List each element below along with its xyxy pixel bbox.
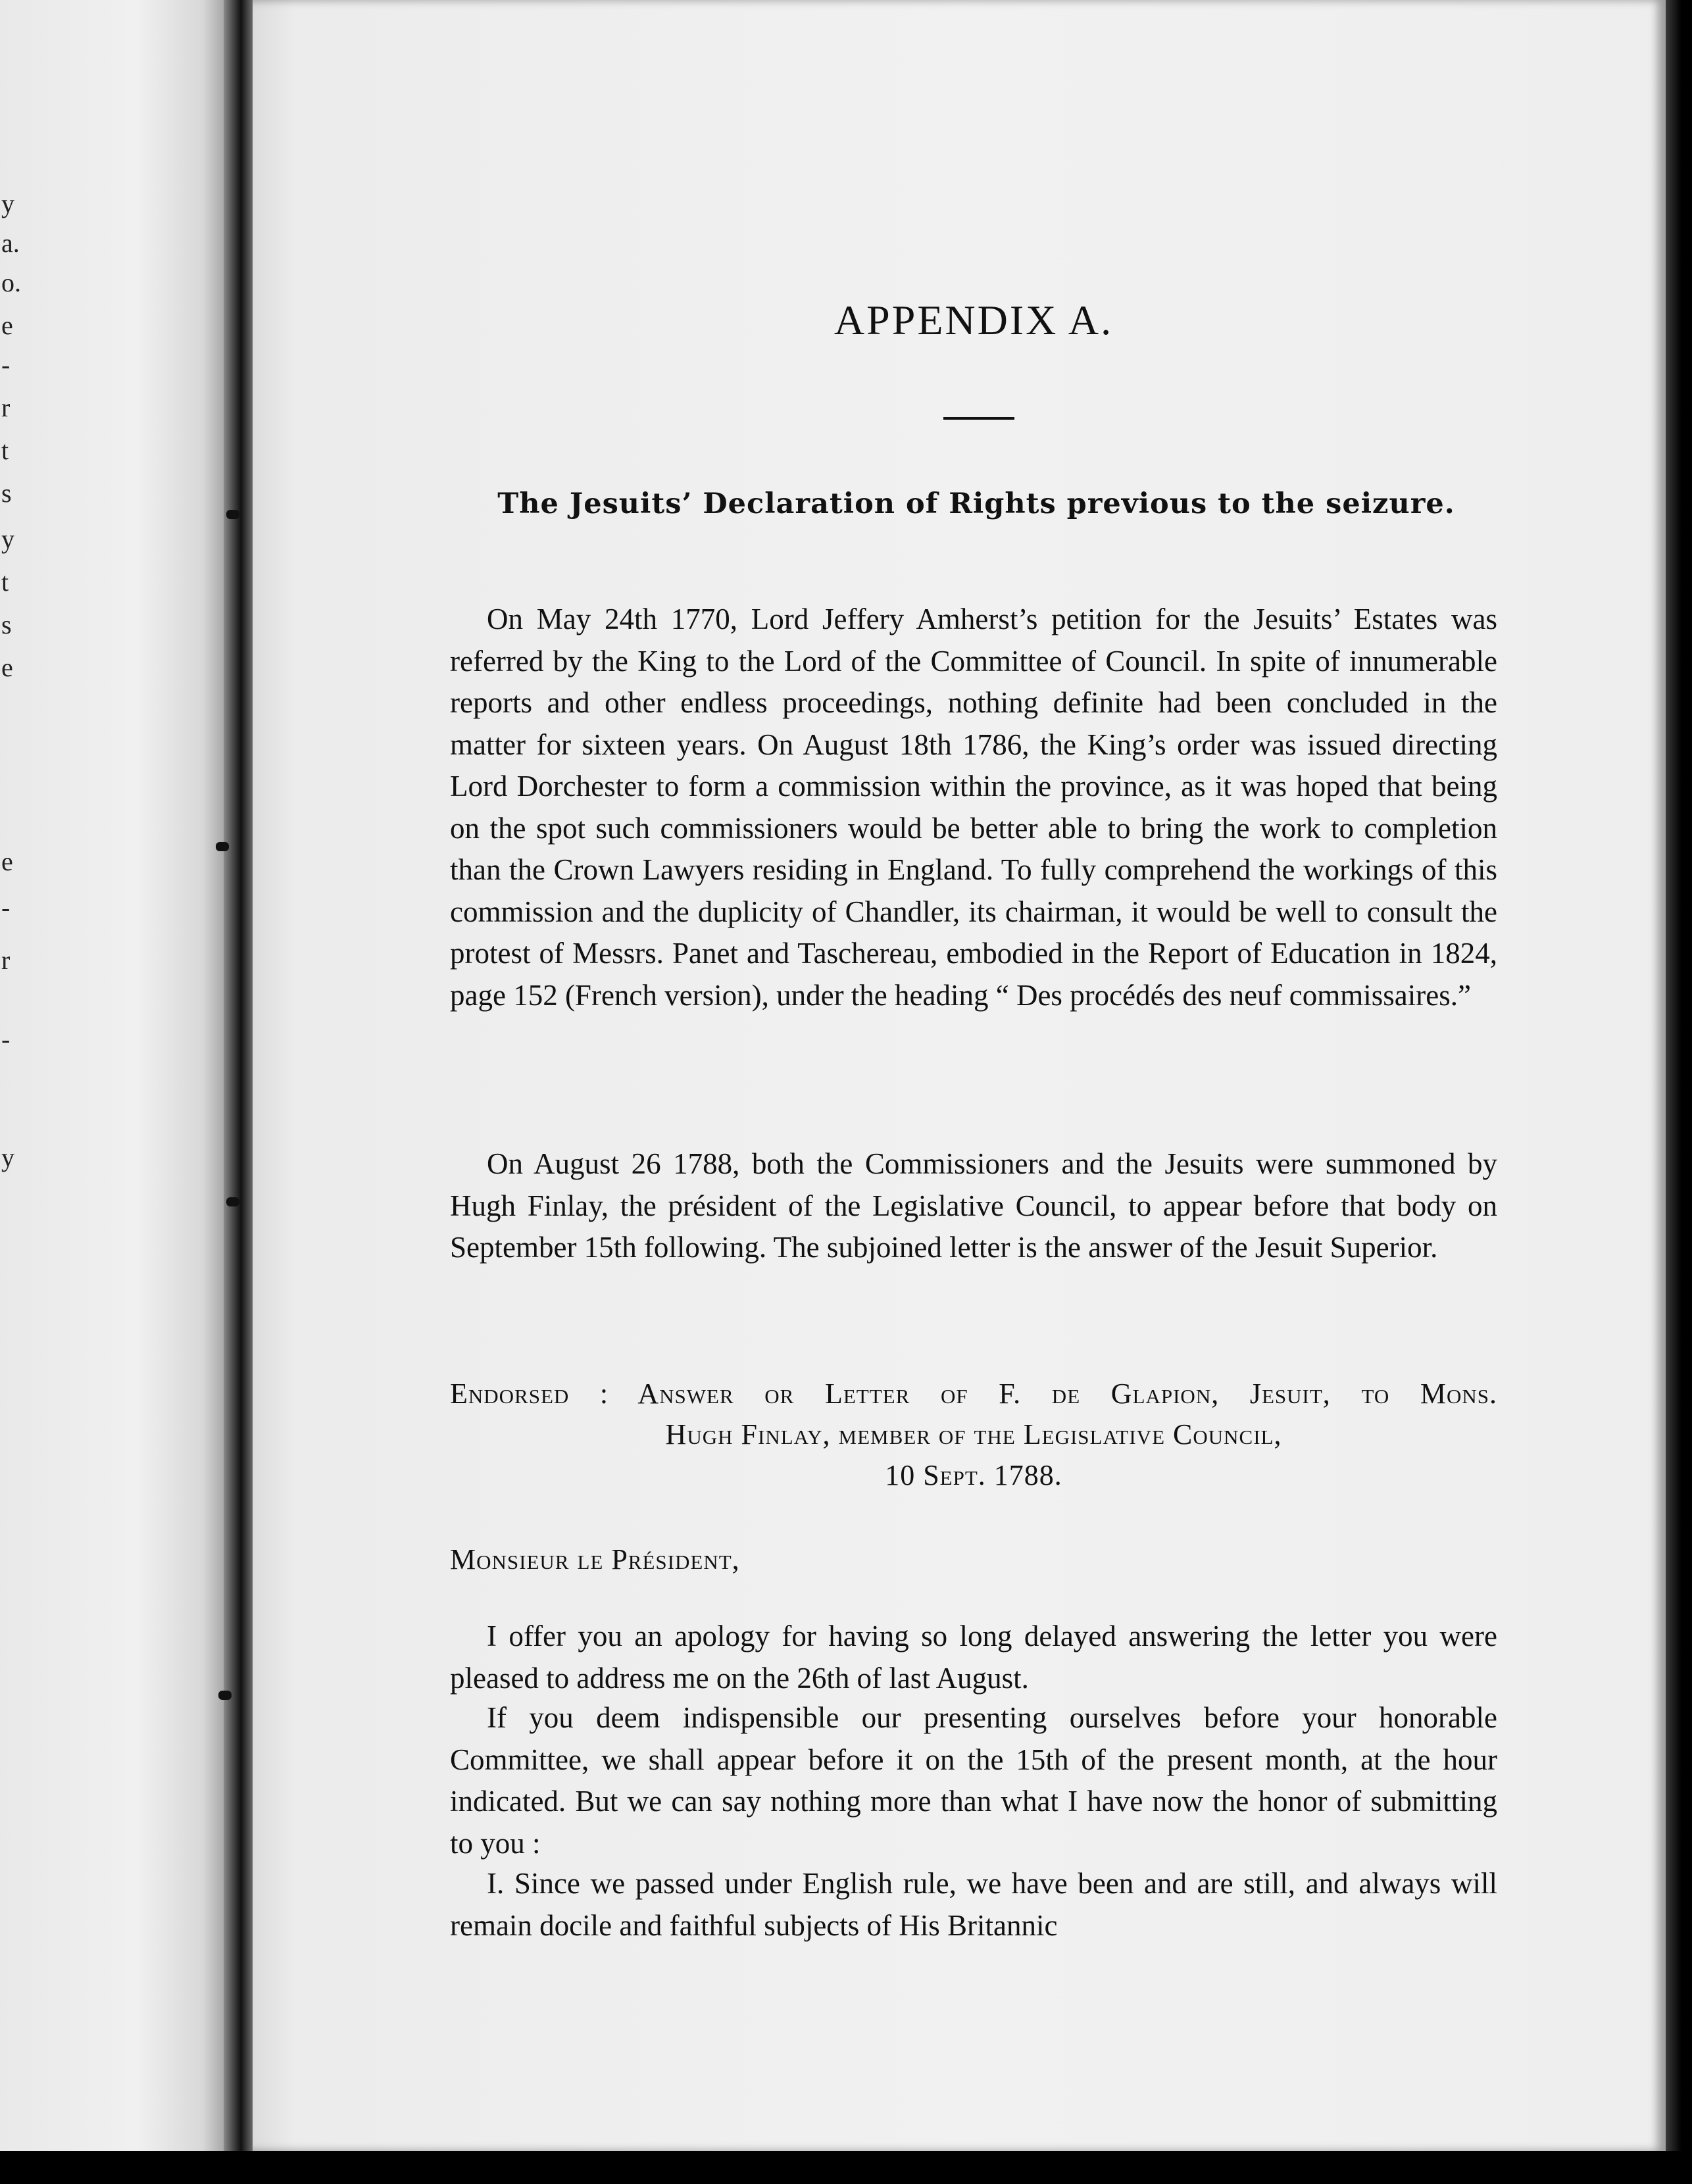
left-facing-page <box>0 0 230 2184</box>
main-page <box>253 0 1666 2151</box>
left-page-bleed-letter: e <box>1 310 13 340</box>
left-page-bleed-letter: e <box>1 653 13 682</box>
binding-stitch <box>218 1691 232 1700</box>
paragraph-point-one: I. Since we passed under English rule, we have been and are still, and always will remain docile and faithful subjects of His Britannic <box>450 1867 1497 1942</box>
section-heading: The Jesuits’ Declaration of Rights previous to the seizure. <box>497 487 1455 520</box>
letter-endorsement <box>450 1374 1497 1496</box>
left-page-bleed-letter: - <box>1 893 11 922</box>
endorsement-line-2: Hugh Finlay, member of the Legislative Council, <box>665 1418 1282 1451</box>
right-scan-edge <box>1666 0 1692 2184</box>
endorsement-date: 10 Sept. 1788. <box>885 1459 1062 1491</box>
binding-stitch <box>216 842 229 851</box>
left-page-bleed-letter: - <box>1 350 11 380</box>
left-page-bleed-letter: y <box>1 1143 14 1172</box>
left-page-bleed-letter: r <box>1 945 11 975</box>
binding-stitch <box>226 1197 239 1206</box>
book-gutter <box>224 0 253 2184</box>
left-page-bleed-letter: s <box>1 478 12 508</box>
left-page-bleed-letter: e <box>1 847 13 876</box>
left-page-bleed-letter: y <box>1 189 14 218</box>
appendix-title: APPENDIX A. <box>834 297 1114 343</box>
left-page-bleed-letter: t <box>1 435 9 465</box>
left-page-bleed-letter: s <box>1 610 12 639</box>
binding-stitch <box>226 510 239 519</box>
left-page-bleed-letter: - <box>1 1024 11 1054</box>
title-divider-rule <box>943 417 1014 420</box>
paragraph-apology: I offer you an apology for having so long delayed answering the letter you were pleased to address me on the 26th of last August. <box>450 1620 1497 1695</box>
left-page-bleed-letter: y <box>1 524 14 554</box>
letter-salutation: Monsieur le Président, <box>450 1543 740 1576</box>
paragraph-commission-history: On May 24th 1770, Lord Jeffery Amherst’s petition for the Jesuits’ Estates was referred by the King to the Lord of the Committee of Council. In spite of innumerable reports and other endless proceedings, nothing definite had been concluded in the matter for sixteen years. On August 18th 1786, the King’s order was issued directing Lord Dorchester to form a commission within the province, as it was hoped that being on the spot such commissioners would be better able to bring the work to completion than the Crown Lawyers residing in England. To fully comprehend the workings of this commission and the duplicity of Chandler, its chairman, it would be well to consult the protest of Messrs. Panet and Taschereau, embodied in the Report of Education in 1824, page 152 (French version), under the heading “ Des procédés des neuf commissaires.” <box>450 603 1497 1012</box>
bottom-scan-edge <box>0 2151 1692 2184</box>
endorsement-line-1: Endorsed : Answer or Letter of F. de Glapion, Jesuit, to Mons. <box>450 1377 1497 1410</box>
paragraph-summons: On August 26 1788, both the Commissioners and the Jesuits were summoned by Hugh Finlay, the président of the Legislative Council, to appear before that body on September 15th following. The subjoined letter is the answer of the Jesuit Superior. <box>450 1147 1497 1264</box>
left-page-bleed-letter: a. <box>1 228 20 258</box>
left-page-bleed-letter: r <box>1 393 11 422</box>
left-page-bleed-letter: t <box>1 567 9 597</box>
paragraph-appearance: If you deem indispensible our presenting ourselves before your honorable Committee, we shall appear before it on the 15th of the present month, at the hour indicated. But we can say nothing more than what I have now the honor of submitting to you : <box>450 1701 1497 1860</box>
left-page-bleed-letter: o. <box>1 268 21 297</box>
